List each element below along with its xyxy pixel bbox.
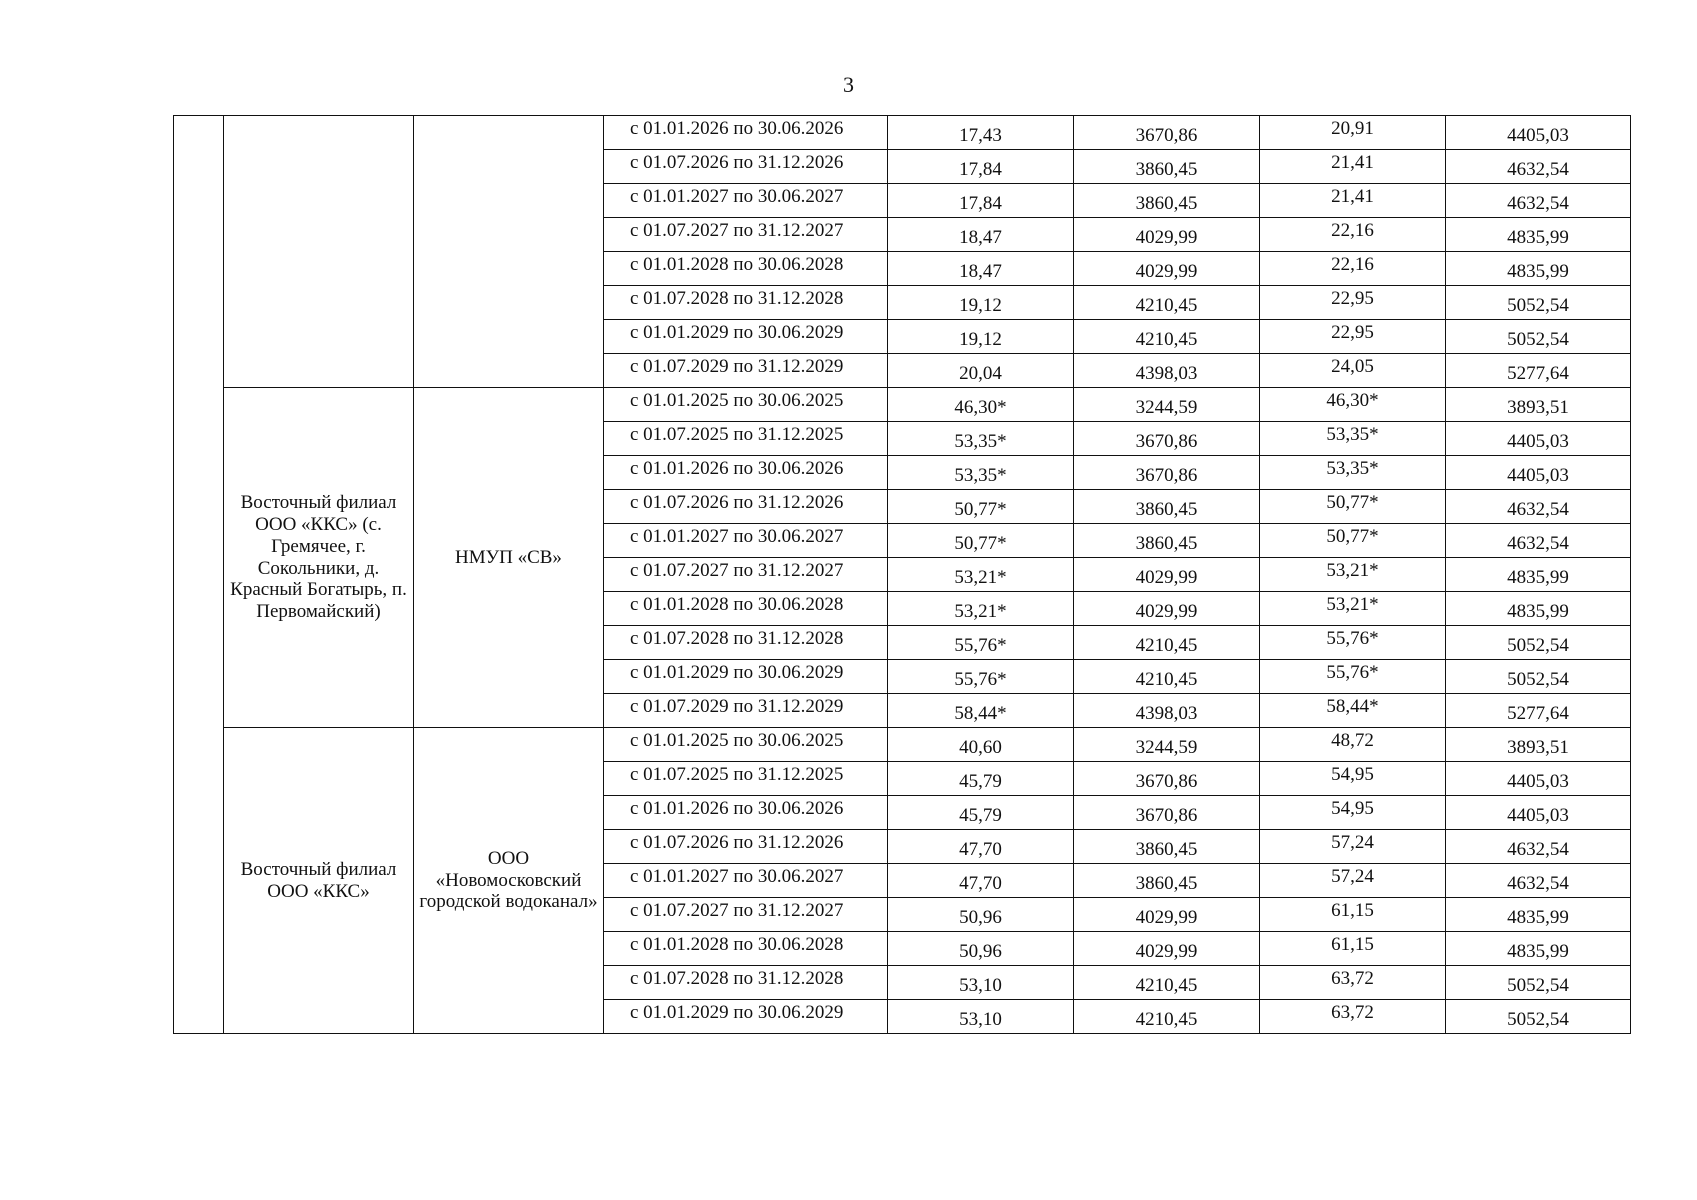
- tariff-cell: 54,95: [1260, 762, 1446, 796]
- tariff-cell: 4210,45: [1074, 660, 1260, 694]
- tariff-cell: 19,12: [888, 286, 1074, 320]
- tariff-cell: 50,96: [888, 932, 1074, 966]
- tariff-cell: 18,47: [888, 218, 1074, 252]
- tariff-cell: 61,15: [1260, 932, 1446, 966]
- tariff-cell: 4835,99: [1446, 932, 1631, 966]
- tariff-table: [173, 115, 1631, 1034]
- tariff-cell: 3244,59: [1074, 728, 1260, 762]
- period-cell: с 01.01.2028 по 30.06.2028: [604, 932, 888, 966]
- tariff-cell: 5052,54: [1446, 286, 1631, 320]
- tariff-cell: 5052,54: [1446, 966, 1631, 1000]
- tariff-cell: 5052,54: [1446, 1000, 1631, 1034]
- tariff-cell: 3860,45: [1074, 184, 1260, 218]
- tariff-cell: 40,60: [888, 728, 1074, 762]
- tariff-cell: 54,95: [1260, 796, 1446, 830]
- period-cell: с 01.07.2027 по 31.12.2027: [604, 898, 888, 932]
- tariff-cell: 55,76*: [888, 626, 1074, 660]
- supplier-cell: [224, 116, 414, 388]
- tariff-cell: 45,79: [888, 762, 1074, 796]
- tariff-cell: 20,91: [1260, 116, 1446, 150]
- tariff-cell: 4405,03: [1446, 762, 1631, 796]
- tariff-cell: 4210,45: [1074, 320, 1260, 354]
- tariff-cell: 55,76*: [1260, 660, 1446, 694]
- tariff-cell: 24,05: [1260, 354, 1446, 388]
- period-cell: с 01.01.2026 по 30.06.2026: [604, 456, 888, 490]
- tariff-cell: 3893,51: [1446, 388, 1631, 422]
- tariff-cell: 53,35*: [1260, 422, 1446, 456]
- table-row: [174, 388, 1631, 422]
- tariff-cell: 22,95: [1260, 286, 1446, 320]
- tariff-cell: 53,21*: [888, 558, 1074, 592]
- tariff-cell: 57,24: [1260, 864, 1446, 898]
- tariff-cell: 3893,51: [1446, 728, 1631, 762]
- tariff-cell: 4210,45: [1074, 286, 1260, 320]
- row-number-cell: [174, 116, 224, 1034]
- tariff-cell: 4029,99: [1074, 252, 1260, 286]
- tariff-cell: 4632,54: [1446, 524, 1631, 558]
- tariff-table-body: [174, 116, 1631, 1034]
- tariff-cell: 3860,45: [1074, 524, 1260, 558]
- provider-cell: [414, 116, 604, 388]
- tariff-cell: 4632,54: [1446, 864, 1631, 898]
- tariff-cell: 50,77*: [1260, 524, 1446, 558]
- tariff-cell: 4405,03: [1446, 796, 1631, 830]
- tariff-cell: 3670,86: [1074, 796, 1260, 830]
- tariff-cell: 5052,54: [1446, 320, 1631, 354]
- tariff-cell: 53,21*: [1260, 592, 1446, 626]
- tariff-cell: 3860,45: [1074, 830, 1260, 864]
- tariff-cell: 4632,54: [1446, 490, 1631, 524]
- tariff-cell: 22,95: [1260, 320, 1446, 354]
- tariff-cell: 17,84: [888, 150, 1074, 184]
- tariff-cell: 57,24: [1260, 830, 1446, 864]
- tariff-cell: 4632,54: [1446, 184, 1631, 218]
- period-cell: с 01.07.2029 по 31.12.2029: [604, 694, 888, 728]
- tariff-cell: 4632,54: [1446, 150, 1631, 184]
- period-cell: с 01.01.2025 по 30.06.2025: [604, 388, 888, 422]
- tariff-cell: 4405,03: [1446, 456, 1631, 490]
- tariff-cell: 3670,86: [1074, 422, 1260, 456]
- tariff-cell: 58,44*: [1260, 694, 1446, 728]
- period-cell: с 01.07.2028 по 31.12.2028: [604, 286, 888, 320]
- tariff-cell: 4405,03: [1446, 116, 1631, 150]
- tariff-cell: 55,76*: [1260, 626, 1446, 660]
- tariff-cell: 19,12: [888, 320, 1074, 354]
- tariff-cell: 4835,99: [1446, 218, 1631, 252]
- provider-cell: НМУП «СВ»: [414, 388, 604, 728]
- table-row: [174, 116, 1631, 150]
- period-cell: с 01.01.2026 по 30.06.2026: [604, 116, 888, 150]
- tariff-cell: 4835,99: [1446, 898, 1631, 932]
- provider-cell: ООО «Новомосковский городской водоканал»: [414, 728, 604, 1034]
- period-cell: с 01.07.2028 по 31.12.2028: [604, 966, 888, 1000]
- tariff-cell: 46,30*: [1260, 388, 1446, 422]
- tariff-cell: 3860,45: [1074, 150, 1260, 184]
- period-cell: с 01.01.2026 по 30.06.2026: [604, 796, 888, 830]
- tariff-cell: 47,70: [888, 830, 1074, 864]
- tariff-cell: 22,16: [1260, 252, 1446, 286]
- tariff-cell: 4029,99: [1074, 218, 1260, 252]
- period-cell: с 01.01.2025 по 30.06.2025: [604, 728, 888, 762]
- period-cell: с 01.07.2027 по 31.12.2027: [604, 558, 888, 592]
- period-cell: с 01.07.2026 по 31.12.2026: [604, 830, 888, 864]
- tariff-cell: 53,21*: [888, 592, 1074, 626]
- tariff-cell: 63,72: [1260, 966, 1446, 1000]
- period-cell: с 01.07.2027 по 31.12.2027: [604, 218, 888, 252]
- period-cell: с 01.01.2027 по 30.06.2027: [604, 524, 888, 558]
- period-cell: с 01.07.2028 по 31.12.2028: [604, 626, 888, 660]
- tariff-cell: 55,76*: [888, 660, 1074, 694]
- tariff-cell: 53,35*: [1260, 456, 1446, 490]
- tariff-cell: 4210,45: [1074, 626, 1260, 660]
- tariff-cell: 53,21*: [1260, 558, 1446, 592]
- tariff-cell: 58,44*: [888, 694, 1074, 728]
- tariff-cell: 47,70: [888, 864, 1074, 898]
- period-cell: с 01.01.2029 по 30.06.2029: [604, 660, 888, 694]
- tariff-cell: 53,10: [888, 966, 1074, 1000]
- tariff-cell: 3244,59: [1074, 388, 1260, 422]
- tariff-cell: 4398,03: [1074, 694, 1260, 728]
- supplier-cell: Восточный филиал ООО «ККС»: [224, 728, 414, 1034]
- tariff-cell: 4398,03: [1074, 354, 1260, 388]
- tariff-cell: 4029,99: [1074, 898, 1260, 932]
- tariff-cell: 22,16: [1260, 218, 1446, 252]
- tariff-cell: 5277,64: [1446, 354, 1631, 388]
- tariff-cell: 21,41: [1260, 150, 1446, 184]
- period-cell: с 01.07.2025 по 31.12.2025: [604, 762, 888, 796]
- tariff-cell: 5277,64: [1446, 694, 1631, 728]
- tariff-cell: 4835,99: [1446, 252, 1631, 286]
- period-cell: с 01.07.2029 по 31.12.2029: [604, 354, 888, 388]
- tariff-cell: 50,77*: [888, 524, 1074, 558]
- tariff-cell: 4835,99: [1446, 558, 1631, 592]
- tariff-cell: 5052,54: [1446, 626, 1631, 660]
- page-number: 3: [843, 72, 854, 97]
- period-cell: с 01.01.2027 по 30.06.2027: [604, 184, 888, 218]
- period-cell: с 01.01.2029 по 30.06.2029: [604, 1000, 888, 1034]
- tariff-cell: 53,35*: [888, 456, 1074, 490]
- tariff-cell: 17,84: [888, 184, 1074, 218]
- tariff-cell: 3860,45: [1074, 864, 1260, 898]
- tariff-cell: 50,96: [888, 898, 1074, 932]
- tariff-cell: 20,04: [888, 354, 1074, 388]
- tariff-cell: 53,35*: [888, 422, 1074, 456]
- period-cell: с 01.01.2028 по 30.06.2028: [604, 252, 888, 286]
- tariff-cell: 50,77*: [1260, 490, 1446, 524]
- tariff-cell: 45,79: [888, 796, 1074, 830]
- tariff-cell: 63,72: [1260, 1000, 1446, 1034]
- tariff-cell: 5052,54: [1446, 660, 1631, 694]
- tariff-cell: 4632,54: [1446, 830, 1631, 864]
- tariff-cell: 61,15: [1260, 898, 1446, 932]
- tariff-cell: 48,72: [1260, 728, 1446, 762]
- period-cell: с 01.07.2026 по 31.12.2026: [604, 150, 888, 184]
- tariff-cell: 4405,03: [1446, 422, 1631, 456]
- tariff-cell: 46,30*: [888, 388, 1074, 422]
- tariff-cell: 3670,86: [1074, 116, 1260, 150]
- tariff-cell: 4210,45: [1074, 966, 1260, 1000]
- tariff-cell: 4029,99: [1074, 932, 1260, 966]
- supplier-cell: Восточный филиал ООО «ККС» (с. Гремячее, г. Сокольники, д. Красный Богатырь, п. Первомайский): [224, 388, 414, 728]
- tariff-cell: 53,10: [888, 1000, 1074, 1034]
- tariff-cell: 50,77*: [888, 490, 1074, 524]
- period-cell: с 01.01.2029 по 30.06.2029: [604, 320, 888, 354]
- tariff-cell: 21,41: [1260, 184, 1446, 218]
- table-row: [174, 728, 1631, 762]
- period-cell: с 01.07.2026 по 31.12.2026: [604, 490, 888, 524]
- tariff-cell: 4210,45: [1074, 1000, 1260, 1034]
- period-cell: с 01.01.2027 по 30.06.2027: [604, 864, 888, 898]
- tariff-cell: 4835,99: [1446, 592, 1631, 626]
- tariff-cell: 3670,86: [1074, 456, 1260, 490]
- tariff-cell: 3670,86: [1074, 762, 1260, 796]
- period-cell: с 01.01.2028 по 30.06.2028: [604, 592, 888, 626]
- tariff-cell: 17,43: [888, 116, 1074, 150]
- period-cell: с 01.07.2025 по 31.12.2025: [604, 422, 888, 456]
- tariff-cell: 4029,99: [1074, 592, 1260, 626]
- tariff-cell: 3860,45: [1074, 490, 1260, 524]
- tariff-cell: 4029,99: [1074, 558, 1260, 592]
- tariff-cell: 18,47: [888, 252, 1074, 286]
